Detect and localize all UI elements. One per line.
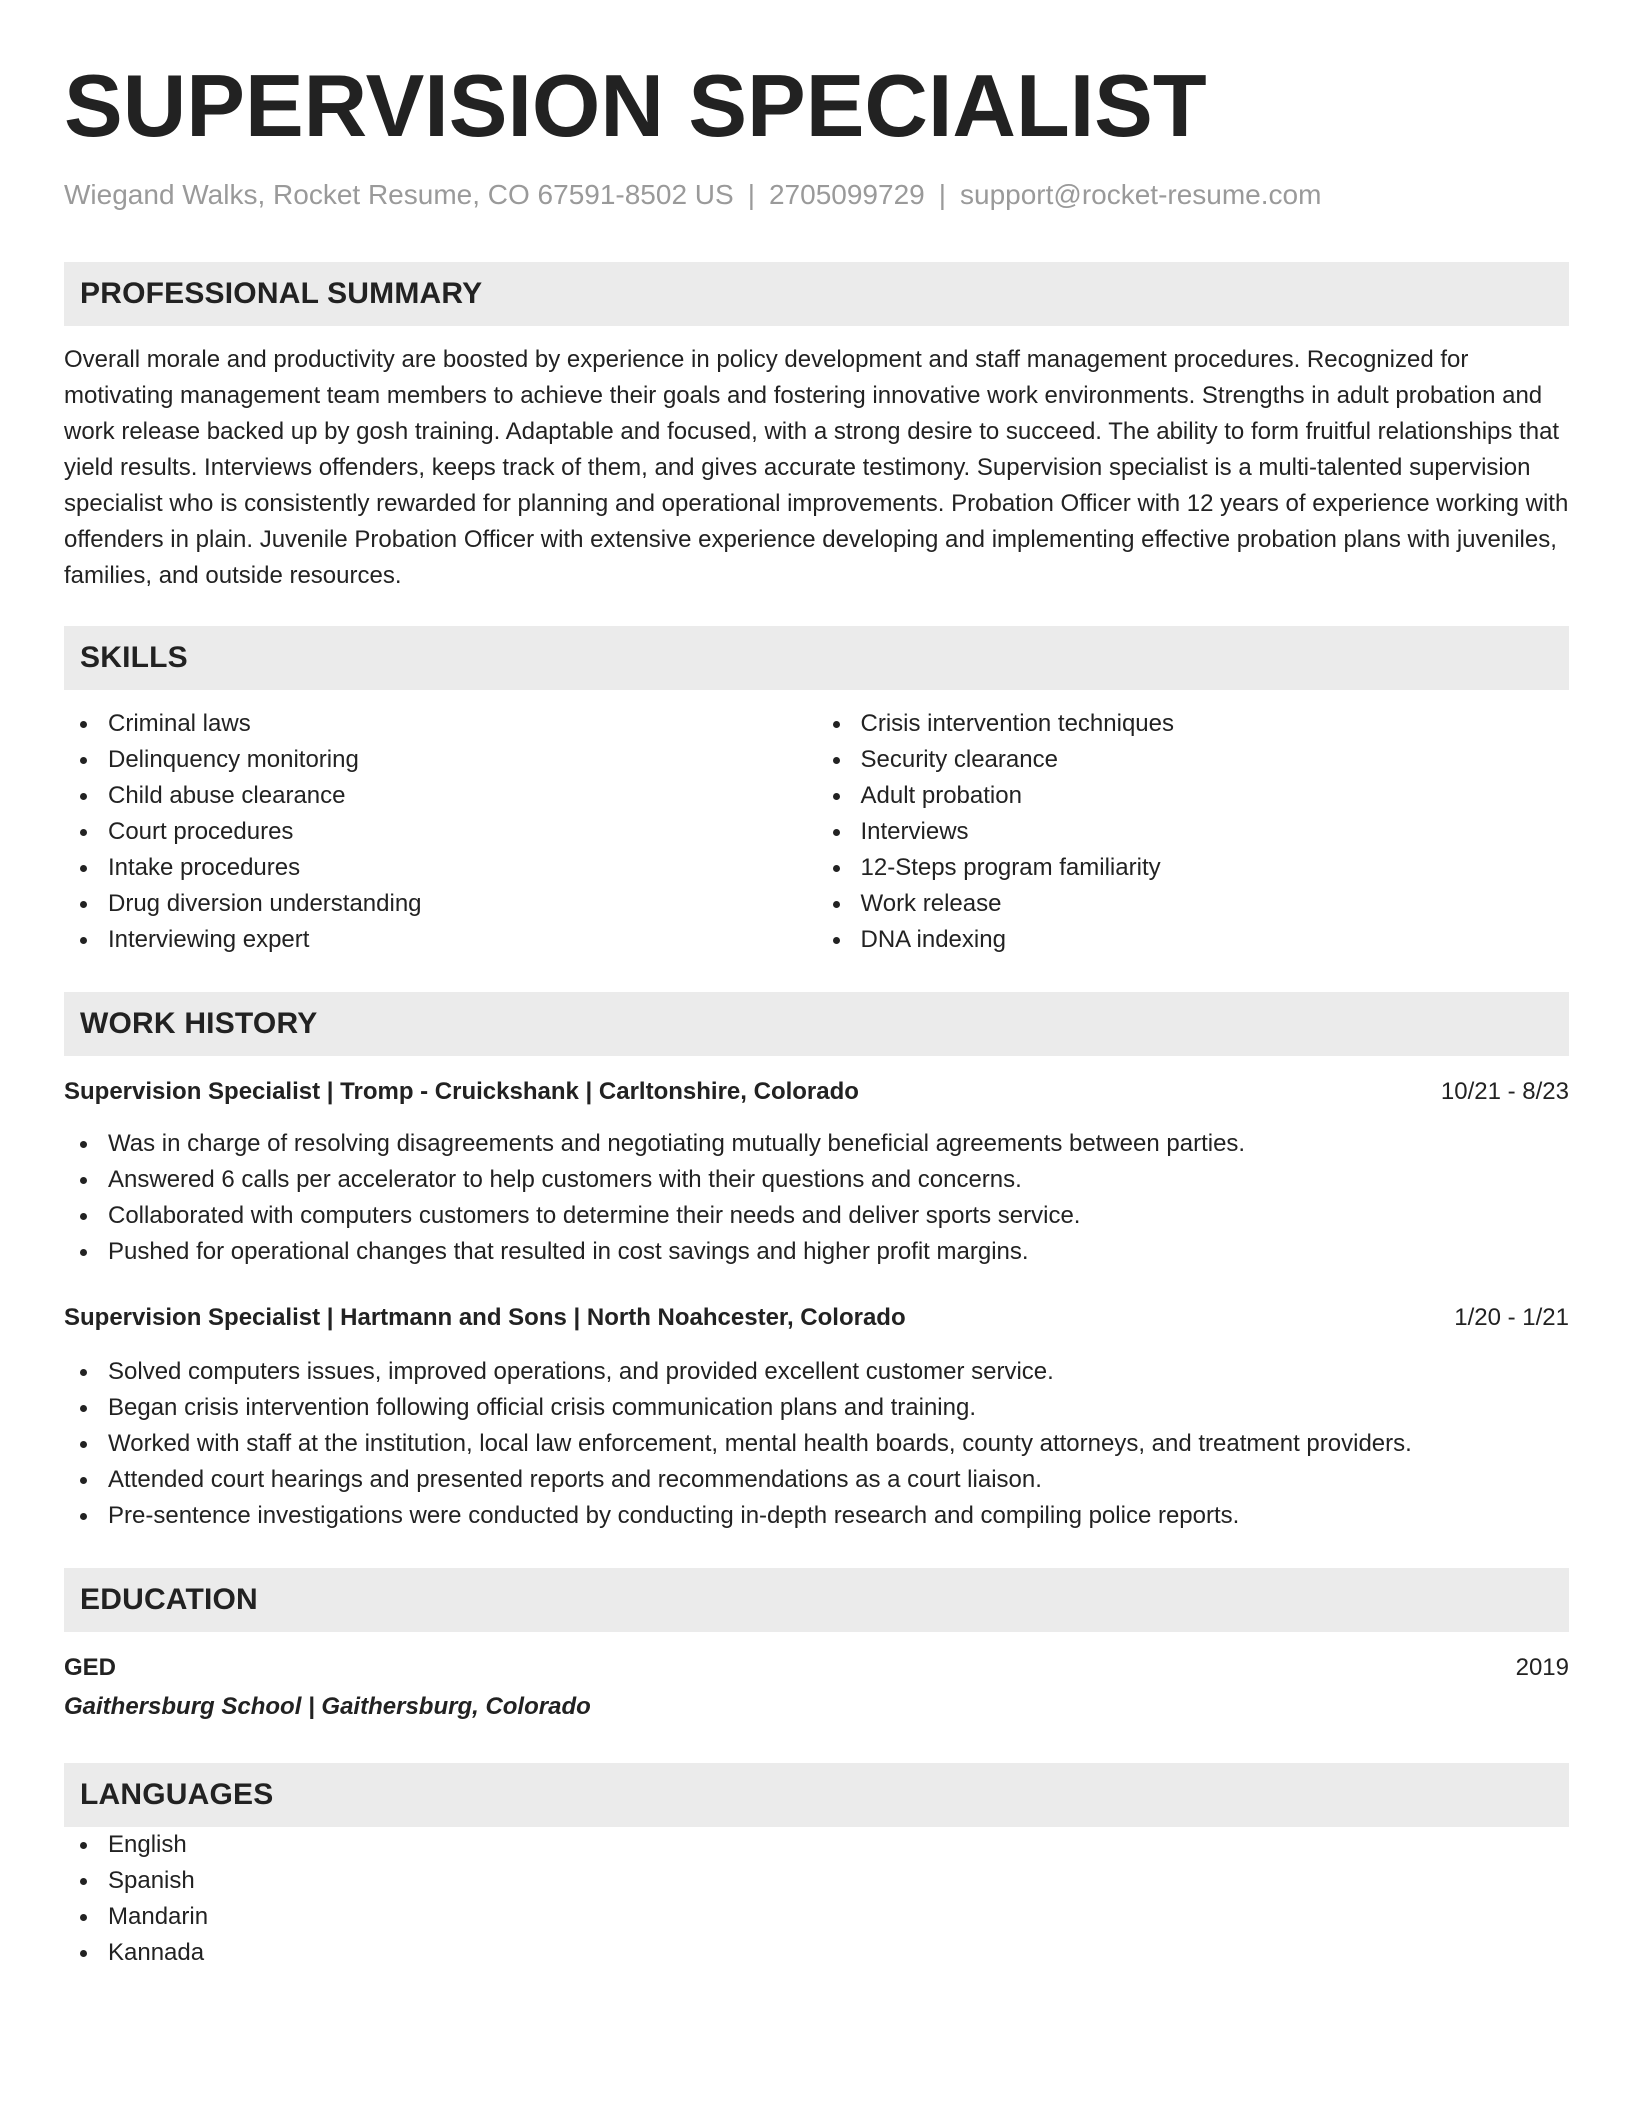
section-header-skills: SKILLS — [64, 626, 1569, 690]
skill-item: Child abuse clearance — [64, 778, 817, 814]
job-dates: 10/21 - 8/23 — [1440, 1077, 1569, 1105]
language-item: Kannada — [64, 1935, 1569, 1971]
skill-item: Crisis intervention techniques — [817, 706, 1570, 742]
section-header-languages: LANGUAGES — [64, 1763, 1569, 1827]
job-bullets — [64, 1354, 1569, 1534]
section-header-work-history: WORK HISTORY — [64, 992, 1569, 1056]
contact-email: support@rocket-resume.com — [960, 179, 1322, 210]
job-bullet: Answered 6 calls per accelerator to help customers with their questions and concerns. — [64, 1162, 1569, 1198]
job-title: Supervision Specialist | Tromp - Cruickshank | Carltonshire, Colorado — [64, 1077, 859, 1105]
skill-item: Interviewing expert — [64, 922, 817, 958]
job-header — [64, 1300, 1569, 1336]
skill-item: DNA indexing — [817, 922, 1570, 958]
skill-item: Court procedures — [64, 814, 817, 850]
contact-phone: 2705099729 — [768, 179, 925, 210]
candidate-name: SUPERVISION SPECIALIST — [64, 56, 1207, 155]
skill-item: Interviews — [817, 814, 1570, 850]
languages-list — [64, 1827, 1569, 1971]
job-title: Supervision Specialist | Hartmann and Sons | North Noahcester, Colorado — [64, 1303, 906, 1331]
skill-item: Intake procedures — [64, 850, 817, 886]
language-item: Mandarin — [64, 1899, 1569, 1935]
education-school: Gaithersburg School | Gaithersburg, Colorado — [64, 1692, 591, 1720]
job-header — [64, 1074, 1569, 1110]
skill-item: Adult probation — [817, 778, 1570, 814]
job-bullet: Attended court hearings and presented reports and recommendations as a court liaison. — [64, 1462, 1569, 1498]
contact-separator: | — [747, 179, 755, 210]
job-dates: 1/20 - 1/21 — [1454, 1303, 1569, 1331]
skills-column-right — [817, 706, 1570, 958]
contact-address: Wiegand Walks, Rocket Resume, CO 67591-8502 US — [64, 179, 734, 210]
contact-line — [64, 178, 1569, 212]
skills-column-left — [64, 706, 817, 958]
job-bullet: Collaborated with computers customers to determine their needs and deliver sports service. — [64, 1198, 1569, 1234]
skills-grid — [64, 706, 1569, 958]
skill-item: Drug diversion understanding — [64, 886, 817, 922]
section-header-education: EDUCATION — [64, 1568, 1569, 1632]
language-item: English — [64, 1827, 1569, 1863]
contact-separator: | — [938, 179, 946, 210]
job-bullet: Worked with staff at the institution, local law enforcement, mental health boards, county attorneys, and treatment providers. — [64, 1426, 1569, 1462]
job-entry — [64, 1074, 1569, 1270]
skill-item: Security clearance — [817, 742, 1570, 778]
section-header-summary: PROFESSIONAL SUMMARY — [64, 262, 1569, 326]
education-entry — [64, 1650, 1569, 1725]
job-bullet: Began crisis intervention following official crisis communication plans and training. — [64, 1390, 1569, 1426]
job-bullet: Pre-sentence investigations were conducted by conducting in-depth research and compiling police reports. — [64, 1498, 1569, 1534]
job-bullets — [64, 1126, 1569, 1270]
skill-item: Delinquency monitoring — [64, 742, 817, 778]
skill-item: Work release — [817, 886, 1570, 922]
education-header — [64, 1650, 1569, 1686]
job-bullet: Solved computers issues, improved operations, and provided excellent customer service. — [64, 1354, 1569, 1390]
job-bullet: Was in charge of resolving disagreements and negotiating mutually beneficial agreements between parties. — [64, 1126, 1569, 1162]
language-item: Spanish — [64, 1863, 1569, 1899]
skill-item: 12-Steps program familiarity — [817, 850, 1570, 886]
education-year: 2019 — [1515, 1653, 1569, 1681]
education-degree: GED — [64, 1653, 117, 1681]
job-entry — [64, 1300, 1569, 1534]
summary-text: Overall morale and productivity are boosted by experience in policy development and staff management procedures. Recognized for motivating management team members to achieve their goals and fostering innovative work environments. Strengths in adult probation and work release backed up by gosh training. Adaptable and focused, with a strong desire to succeed. The ability to form fruitful relationships that yield results. Interviews offenders, keeps track of them, and gives accurate testimony. Supervision specialist is a multi-talented supervision specialist who is consistently rewarded for planning and operational improvements. Probation Officer with 12 years of experience working with offenders in plain. Juvenile Probation Officer with extensive experience developing and implementing effective probation plans with juveniles, families, and outside resources. — [64, 345, 1569, 589]
job-bullet: Pushed for operational changes that resulted in cost savings and higher profit margins. — [64, 1234, 1569, 1270]
skill-item: Criminal laws — [64, 706, 817, 742]
